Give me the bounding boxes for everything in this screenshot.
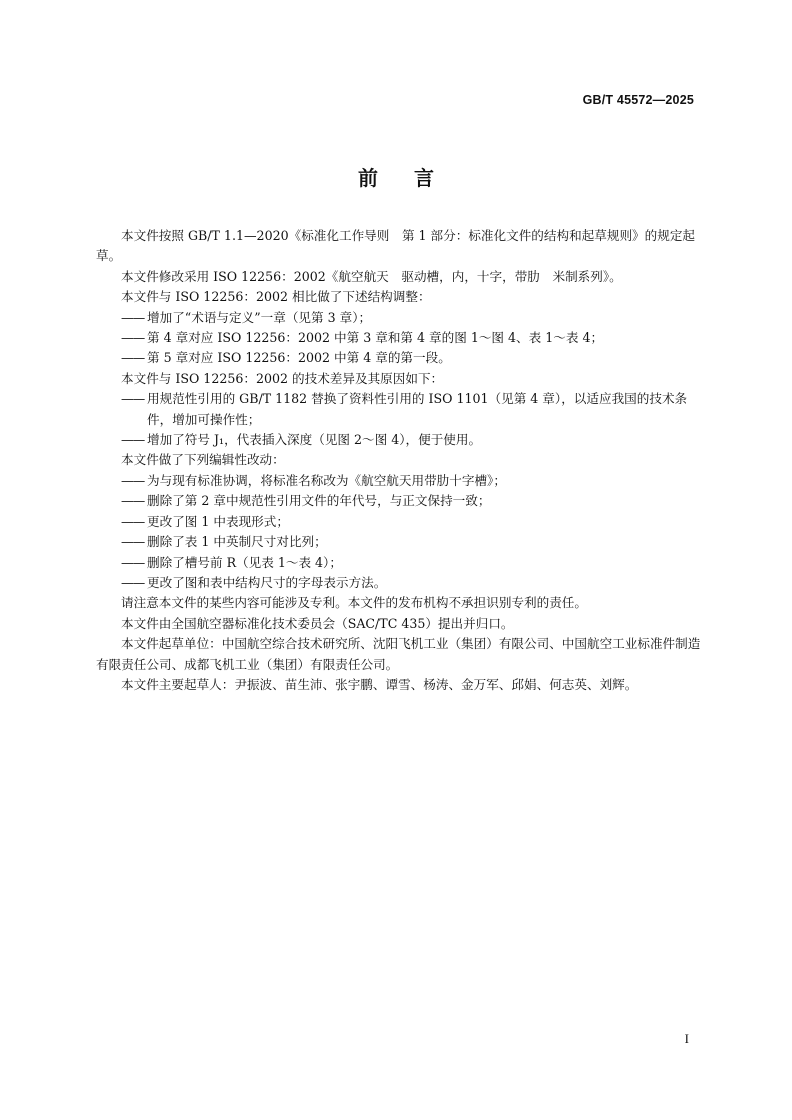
list-item-text: 删除了槽号前 R（见表 1～表 4）； — [147, 554, 342, 570]
list-item — [96, 491, 709, 511]
dash-mark: —— — [121, 309, 145, 325]
list-item — [96, 553, 709, 573]
paragraph: 本文件与 ISO 12256：2002 相比做了下述结构调整： — [121, 289, 431, 305]
list-item-text: 更改了图和表中结构尺寸的字母表示方法。 — [147, 574, 387, 590]
page-title: 前言 — [358, 166, 470, 190]
dash-mark: —— — [121, 350, 145, 366]
dash-mark: —— — [121, 574, 145, 590]
paragraph: 本文件主要起草人：尹振波、苗生沛、张宇鹏、谭雪、杨涛、金万军、邱娟、何志英、刘辉。 — [121, 676, 638, 692]
paragraph: 请注意本文件的某些内容可能涉及专利。本文件的发布机构不承担识别专利的责任。 — [121, 595, 587, 611]
list-item — [96, 532, 709, 552]
list-item-text: 删除了表 1 中英制尺寸对比列； — [147, 534, 327, 550]
list-item-text: 增加了“术语与定义”一章（见第 3 章）； — [147, 309, 372, 325]
dash-mark: —— — [121, 493, 145, 509]
standard-number: GB/T 45572—2025 — [582, 93, 694, 107]
list-item-text: 第 5 章对应 ISO 12256：2002 中第 4 章的第一段。 — [147, 350, 451, 366]
list-item — [96, 430, 709, 450]
paragraph: 本文件按照 GB/T 1.1—2020《标准化工作导则 第 1 部分：标准化文件的结构和起草规则》的规定起草。 — [96, 228, 696, 264]
list-item — [96, 308, 709, 328]
paragraph: 本文件由全国航空器标准化技术委员会（SAC/TC 435）提出并归口。 — [121, 615, 514, 631]
dash-mark: —— — [121, 330, 145, 346]
paragraph: 本文件起草单位：中国航空综合技术研究所、沈阳飞机工业（集团）有限公司、中国航空工业标准件制造有限责任公司、成都飞机工业（集团）有限责任公司。 — [96, 636, 701, 672]
list-item — [96, 348, 709, 368]
list-item-text: 为与现有标准协调，将标准名称改为《航空航天用带肋十字槽》； — [147, 472, 506, 488]
list-item — [96, 389, 709, 430]
page-number: I — [684, 1031, 689, 1046]
list-item-text: 删除了第 2 章中规范性引用文件的年代号，与正文保持一致； — [147, 493, 491, 509]
list-item — [96, 573, 709, 593]
dash-mark: —— — [121, 513, 145, 529]
paragraph: 本文件修改采用 ISO 12256：2002《航空航天 驱动槽，内，十字，带肋 米制系列》。 — [121, 268, 622, 284]
list-item-text: 增加了符号 J₁，代表插入深度（见图 2～图 4），便于使用。 — [147, 432, 482, 448]
dash-mark: —— — [121, 534, 145, 550]
paragraph: 本文件做了下列编辑性改动： — [121, 452, 285, 468]
list-item — [96, 512, 709, 532]
dash-mark: —— — [121, 554, 145, 570]
list-item-text: 用规范性引用的 GB/T 1182 替换了资料性引用的 ISO 1101（见第 4 章），以适应我国的技术条件，增加可操作性； — [147, 391, 688, 427]
list-item-text: 第 4 章对应 ISO 12256：2002 中第 3 章和第 4 章的图 1～图 4、表 1～表 4； — [147, 330, 604, 346]
list-item-text: 更改了图 1 中表现形式； — [147, 513, 289, 529]
dash-mark: —— — [121, 391, 145, 407]
paragraph: 本文件与 ISO 12256：2002 的技术差异及其原因如下： — [121, 370, 444, 386]
foreword-body — [96, 226, 709, 695]
dash-mark: —— — [121, 432, 145, 448]
list-item — [96, 471, 709, 491]
list-item — [96, 328, 709, 348]
dash-mark: —— — [121, 472, 145, 488]
